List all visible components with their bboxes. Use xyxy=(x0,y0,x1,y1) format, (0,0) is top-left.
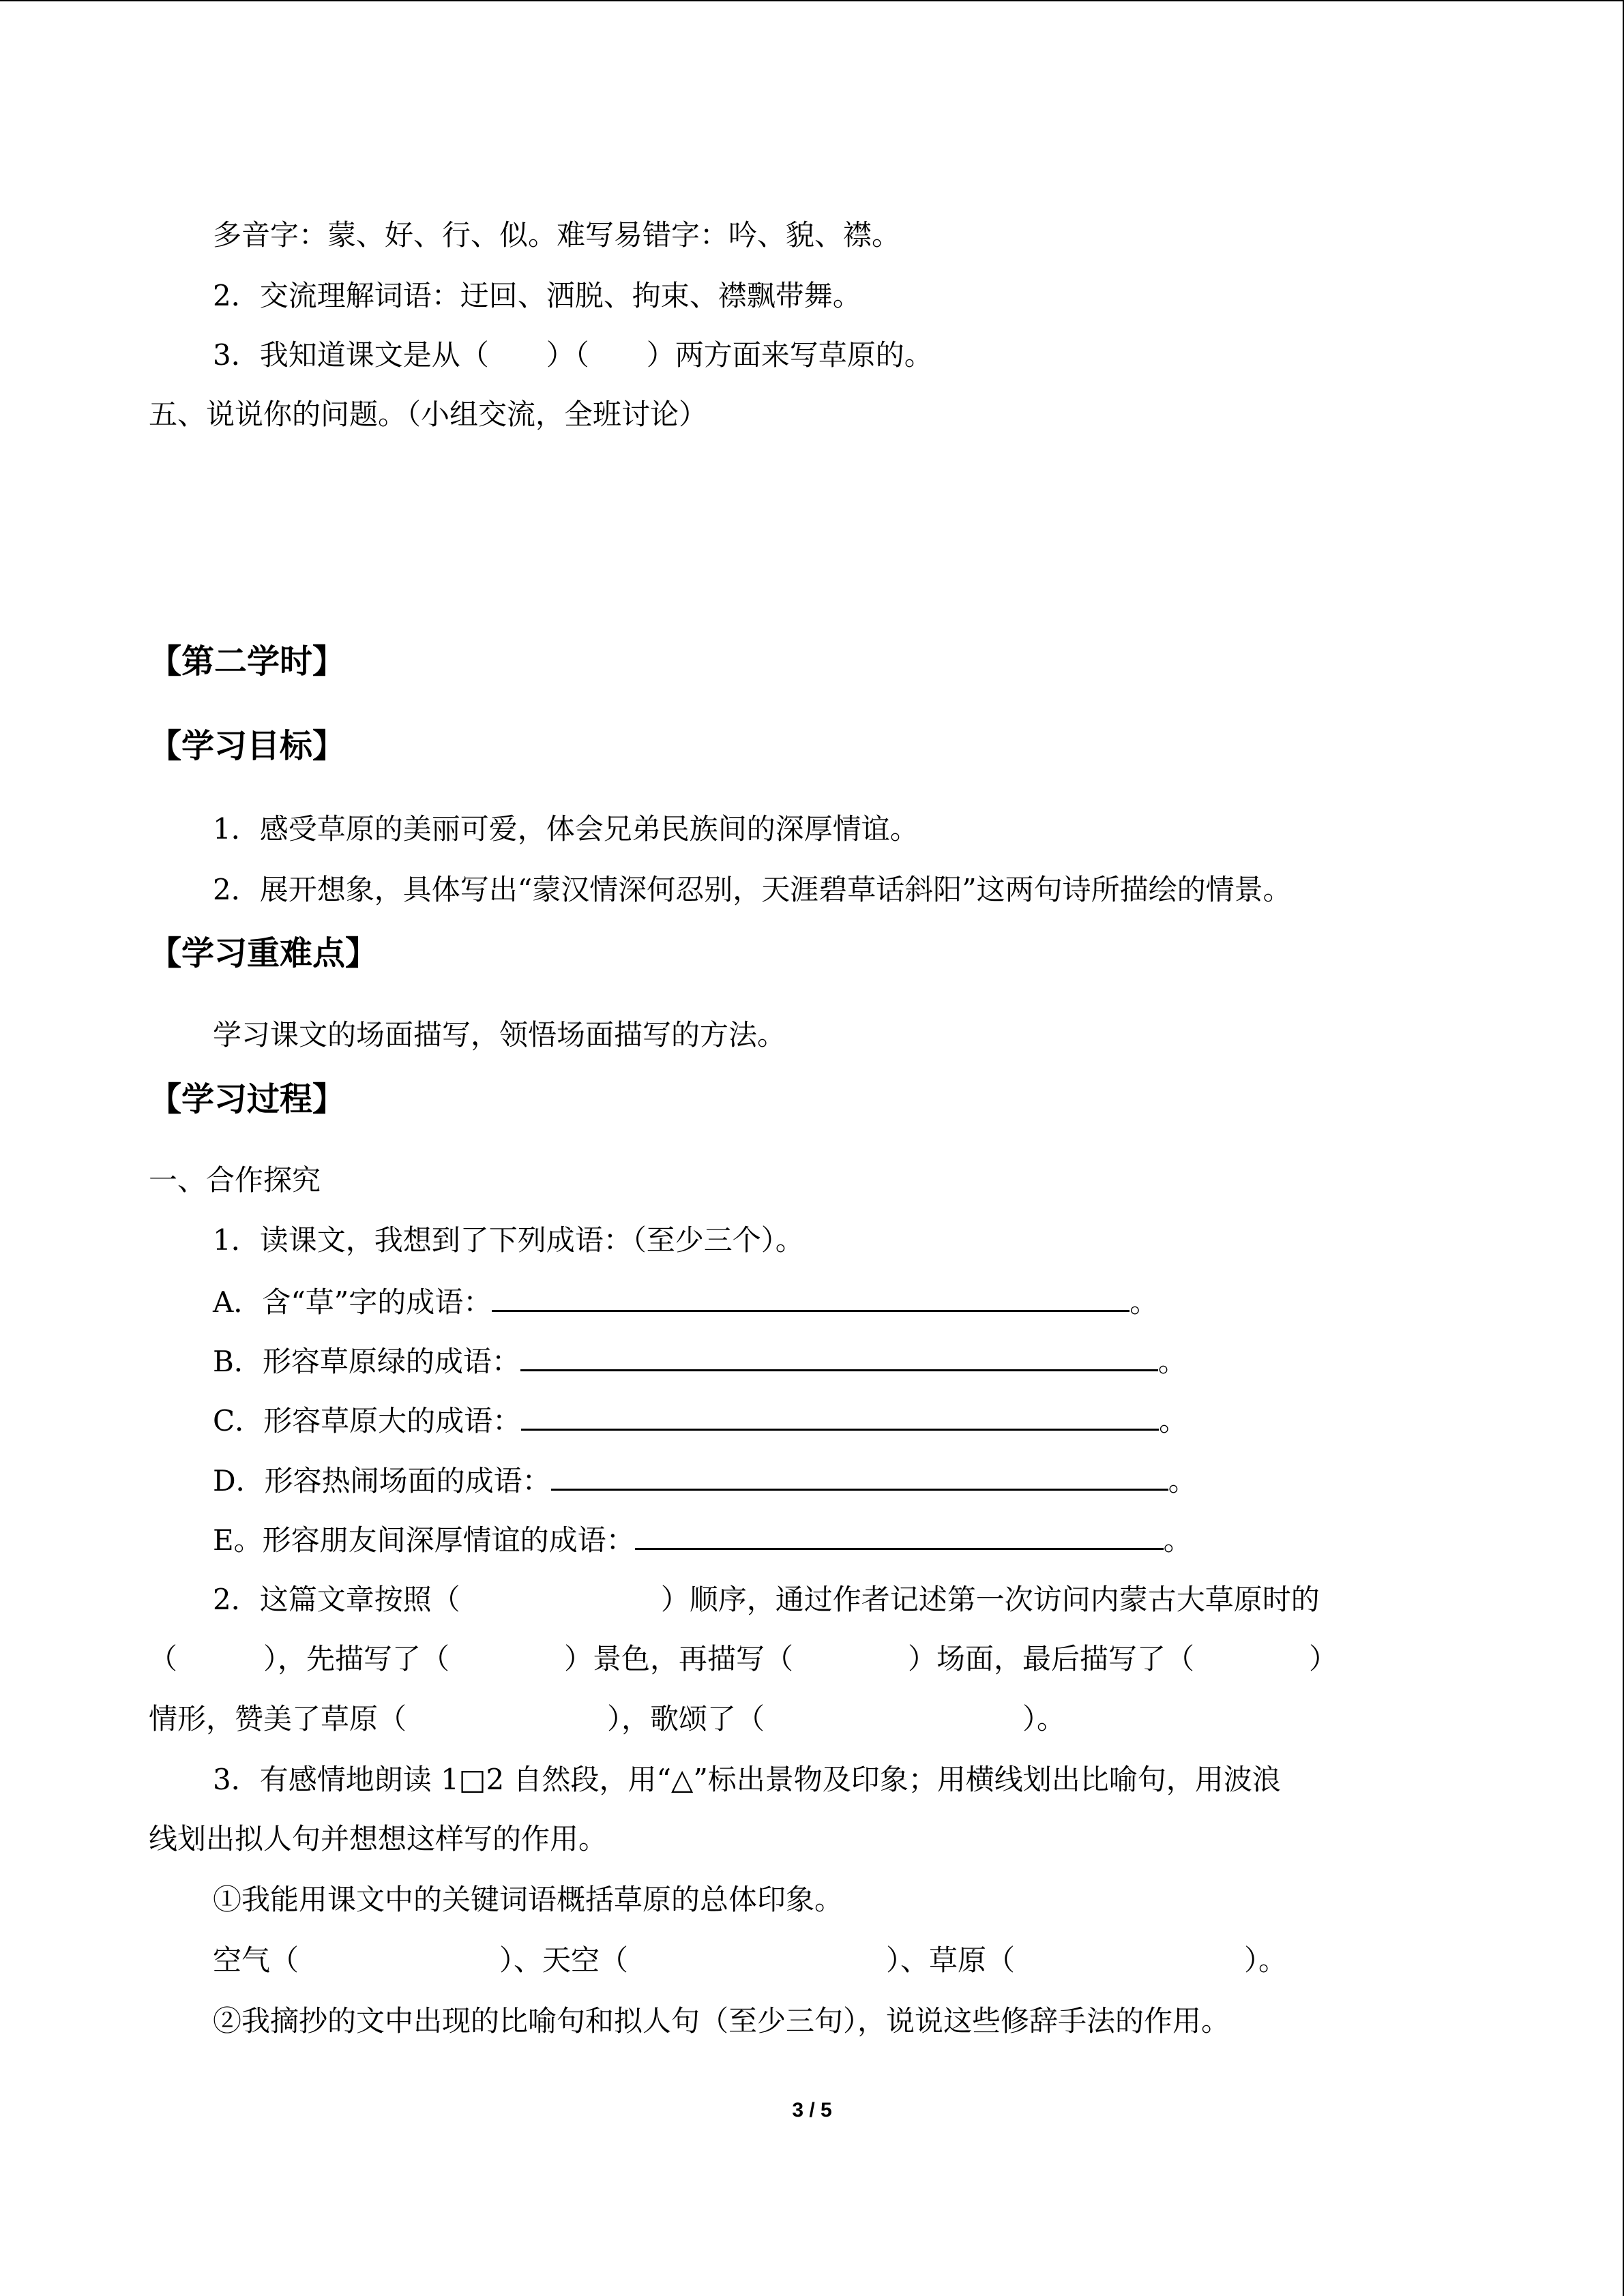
idiom-b-row xyxy=(213,1339,1187,1382)
question-3-sub-2: ②我摘抄的文中出现的比喻句和拟人句（至少三句），说说这些修辞手法的作用。 xyxy=(213,2004,1230,2038)
idiom-a-label: A．含“草”字的成语： xyxy=(213,1285,492,1319)
idiom-a-period: 。 xyxy=(1130,1285,1159,1319)
idiom-c-blank[interactable] xyxy=(521,1399,1159,1431)
question-2-line-2: （ ），先描写了（ ）景色，再描写（ ）场面，最后描写了（ ） xyxy=(149,1642,1338,1675)
heading-lesson2: 【第二学时】 xyxy=(149,642,346,681)
idiom-b-label: B．形容草原绿的成语： xyxy=(213,1345,520,1378)
question-3-line-2: 线划出拟人句并想想这样写的作用。 xyxy=(149,1822,608,1855)
idiom-e-label: E。形容朋友间深厚情谊的成语： xyxy=(213,1523,635,1557)
idiom-d-row xyxy=(213,1459,1197,1502)
idiom-e-period: 。 xyxy=(1163,1523,1192,1557)
heading-keypoints: 【学习重难点】 xyxy=(149,934,379,972)
question-1: 1．读课文，我想到了下列成语：（至少三个）。 xyxy=(213,1223,804,1257)
question-3-line-1: 3．有感情地朗读 1□2 自然段，用“△”标出景物及印象；用横线划出比喻句，用波浪 xyxy=(213,1763,1281,1796)
idiom-e-row xyxy=(213,1518,1192,1561)
questions-line: 五、说说你的问题。（小组交流，全班讨论） xyxy=(149,398,708,431)
heading-goals: 【学习目标】 xyxy=(149,727,346,765)
idiom-c-period: 。 xyxy=(1159,1404,1188,1437)
question-2-line-1: 2．这篇文章按照（ ）顺序，通过作者记述第一次访问内蒙古大草原时的 xyxy=(213,1583,1320,1616)
vocab-line: 2．交流理解词语：迂回、洒脱、拘束、襟飘带舞。 xyxy=(213,279,861,312)
page-number: 3 / 5 xyxy=(792,2099,832,2121)
idiom-d-label: D．形容热闹场面的成语： xyxy=(213,1464,551,1497)
idiom-e-blank[interactable] xyxy=(635,1518,1164,1550)
idiom-c-label: C．形容草原大的成语： xyxy=(213,1404,522,1437)
impression-fill-line: 空气（ ）、天空（ ）、草原（ ）。 xyxy=(213,1943,1288,1977)
idiom-d-period: 。 xyxy=(1168,1464,1197,1497)
question-3-sub-1: ①我能用课文中的关键词语概括草原的总体印象。 xyxy=(213,1883,844,1916)
idiom-a-blank[interactable] xyxy=(492,1280,1130,1312)
aspects-line: 3．我知道课文是从（ ）（ ）两方面来写草原的。 xyxy=(213,338,933,372)
polyphonic-line: 多音字：蒙、好、行、似。难写易错字：吟、貌、襟。 xyxy=(213,218,901,252)
goal-2: 2．展开想象，具体写出“蒙汉情深何忍别，天涯碧草话斜阳”这两句诗所描绘的情景。 xyxy=(213,873,1292,906)
question-2-line-3: 情形，赞美了草原（ ），歌颂了（ ）。 xyxy=(149,1702,1066,1735)
idiom-b-blank[interactable] xyxy=(520,1339,1158,1371)
idiom-a-row xyxy=(213,1280,1158,1323)
page-border-top xyxy=(0,0,1624,1)
heading-process: 【学习过程】 xyxy=(149,1080,346,1118)
section-1-title: 一、合作探究 xyxy=(149,1163,321,1197)
idiom-c-row xyxy=(213,1399,1187,1442)
idiom-d-blank[interactable] xyxy=(551,1459,1168,1491)
keypoint-text: 学习课文的场面描写，领悟场面描写的方法。 xyxy=(213,1018,786,1052)
goal-1: 1．感受草原的美丽可爱，体会兄弟民族间的深厚情谊。 xyxy=(213,812,919,846)
idiom-b-period: 。 xyxy=(1157,1345,1187,1378)
